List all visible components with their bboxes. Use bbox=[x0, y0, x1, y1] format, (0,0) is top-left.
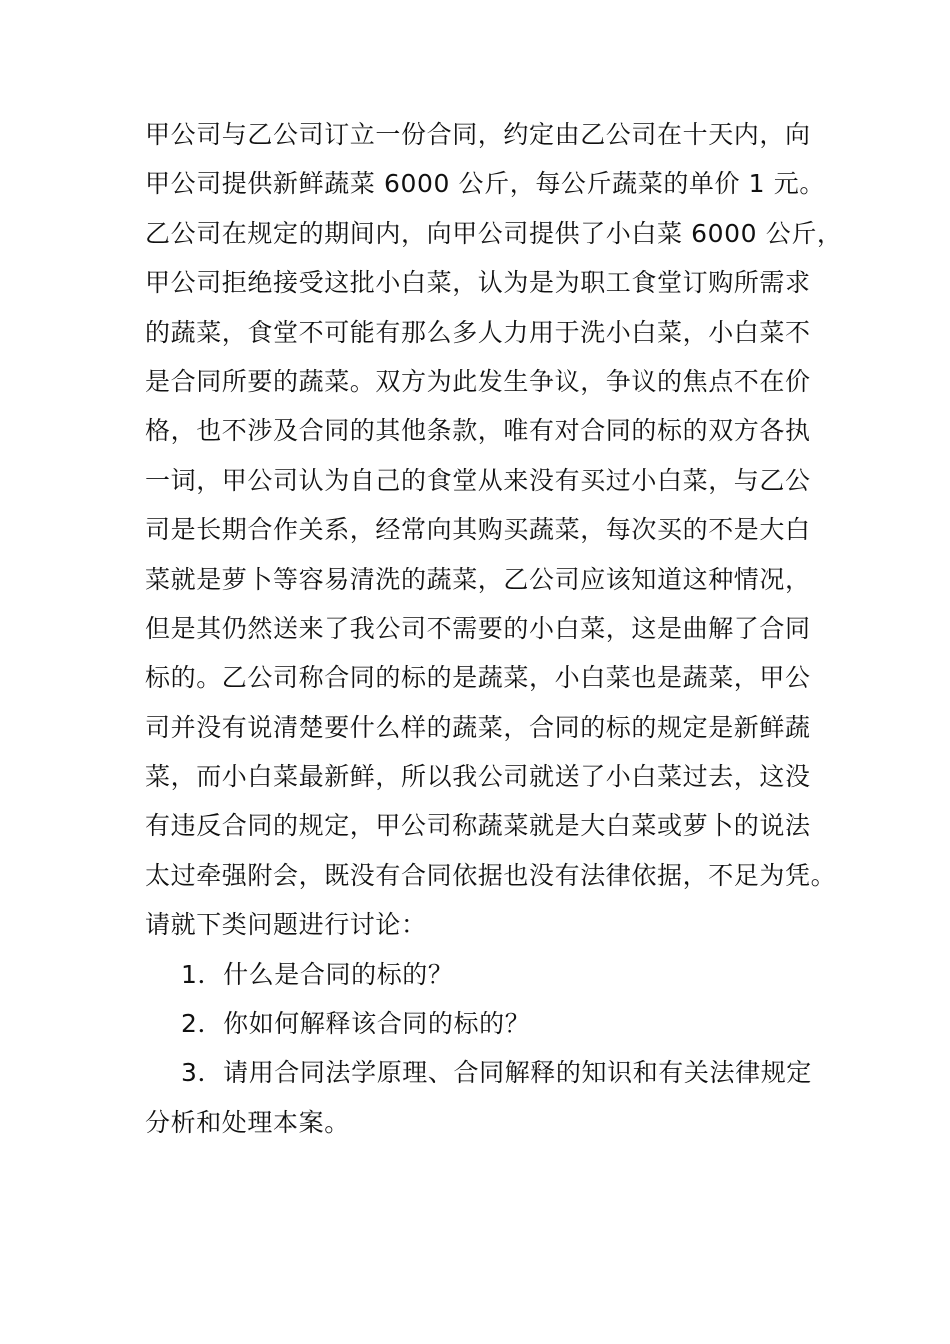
paragraph-line: 但是其仍然送来了我公司不需要的小白菜，这是曲解了合同 bbox=[145, 613, 811, 643]
question-3-continuation: 分析和处理本案。 bbox=[145, 1107, 350, 1137]
paragraph-line: 有违反合同的规定，甲公司称蔬菜就是大白菜或萝卜的说法 bbox=[145, 811, 811, 841]
case-text bbox=[145, 110, 843, 1147]
discussion-prompt: 请就下类问题进行讨论： bbox=[145, 910, 427, 940]
paragraph-line: 一词，甲公司认为自己的食堂从来没有买过小白菜，与乙公 bbox=[145, 465, 811, 495]
paragraph-line: 甲公司拒绝接受这批小白菜，认为是为职工食堂订购所需求 bbox=[145, 268, 811, 298]
paragraph-line: 菜，而小白菜最新鲜，所以我公司就送了小白菜过去，这没 bbox=[145, 762, 811, 792]
paragraph-line: 的蔬菜，食堂不可能有那么多人力用于洗小白菜，小白菜不 bbox=[145, 317, 811, 347]
question-2: 2．你如何解释该合同的标的？ bbox=[181, 1009, 531, 1039]
question-1: 1．什么是合同的标的？ bbox=[181, 959, 454, 989]
paragraph-line: 格，也不涉及合同的其他条款，唯有对合同的标的双方各执 bbox=[145, 416, 811, 446]
paragraph-line: 太过牵强附会，既没有合同依据也没有法律依据，不足为凭。 bbox=[145, 860, 837, 890]
question-3: 3．请用合同法学原理、合同解释的知识和有关法律规定 bbox=[181, 1058, 812, 1088]
paragraph-line: 菜就是萝卜等容易清洗的蔬菜，乙公司应该知道这种情况， bbox=[145, 564, 811, 594]
paragraph-line: 司并没有说清楚要什么样的蔬菜，合同的标的规定是新鲜蔬 bbox=[145, 712, 811, 742]
paragraph-line: 乙公司在规定的期间内，向甲公司提供了小白菜 6000 公斤， bbox=[145, 218, 843, 248]
paragraph-line: 是合同所要的蔬菜。双方为此发生争议，争议的焦点不在价 bbox=[145, 366, 811, 396]
paragraph-line: 甲公司提供新鲜蔬菜 6000 公斤，每公斤蔬菜的单价 1 元。 bbox=[145, 169, 825, 199]
paragraph-line: 甲公司与乙公司订立一份合同，约定由乙公司在十天内，向 bbox=[145, 120, 811, 149]
paragraph-line: 标的。乙公司称合同的标的是蔬菜，小白菜也是蔬菜，甲公 bbox=[145, 663, 811, 693]
paragraph-line: 司是长期合作关系，经常向其购买蔬菜，每次买的不是大白 bbox=[145, 515, 811, 545]
